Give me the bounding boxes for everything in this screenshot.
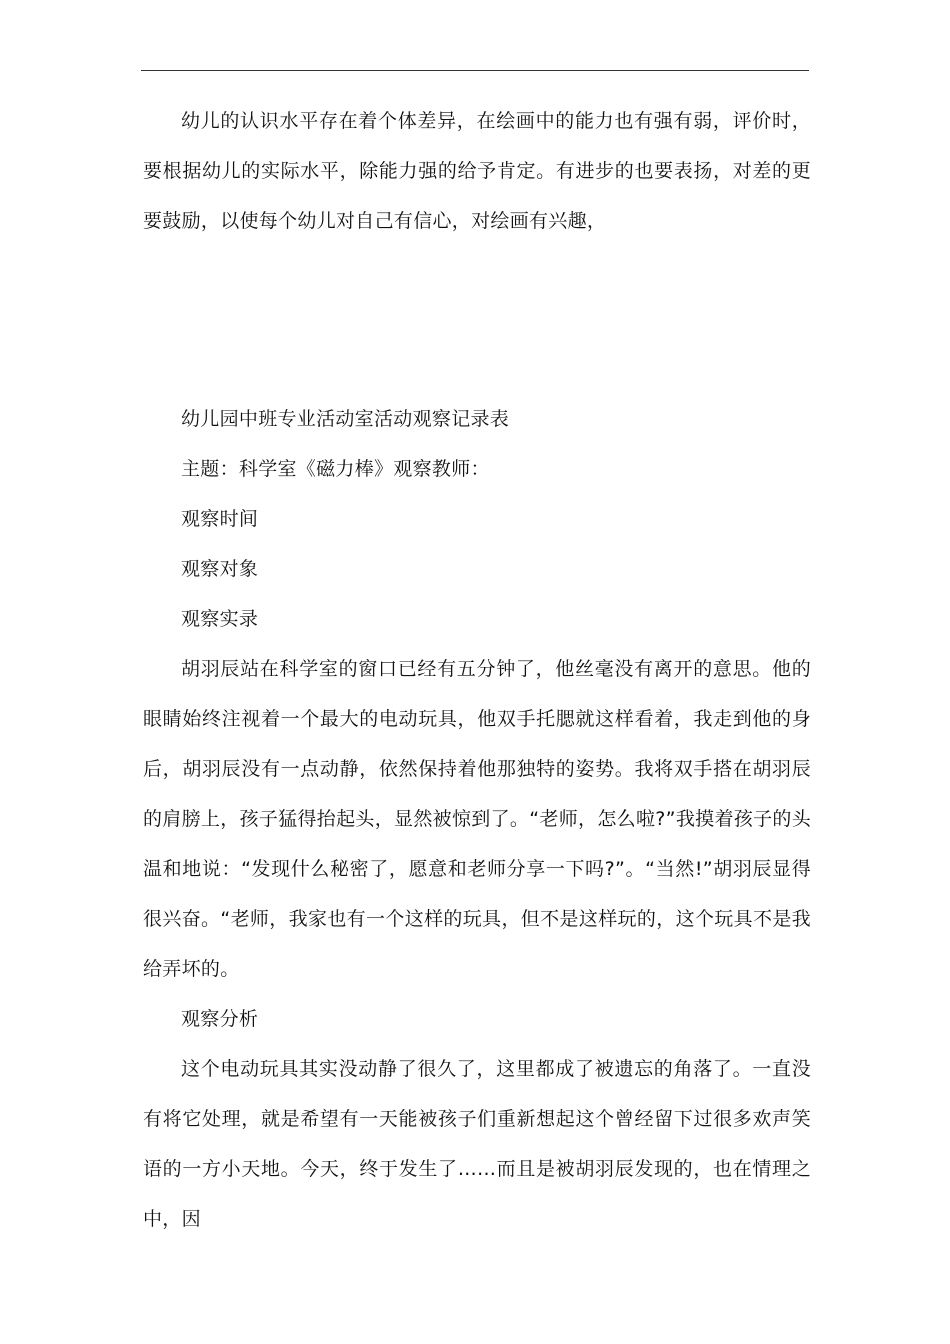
intro-block	[143, 96, 811, 246]
section-analysis-heading: 观察分析	[181, 1008, 259, 1030]
field-observation-time: 观察时间	[181, 508, 259, 530]
topic-line: 主题：科学室《磁力棒》观察教师：	[181, 458, 490, 480]
field-observation-subject: 观察对象	[181, 558, 259, 580]
section-analysis-body: 这个电动玩具其实没动静了很久了，这里都成了被遗忘的角落了。一直没有将它处理，就是希望有一天能被孩子们重新想起这个曾经留下过很多欢声笑语的一方小天地。今天，终于发生了……而且是被胡羽辰发现的，也在情理之中，因	[143, 1058, 811, 1230]
section-record-heading: 观察实录	[181, 608, 259, 630]
header-rule	[141, 70, 809, 71]
section-record-body: 胡羽辰站在科学室的窗口已经有五分钟了，他丝毫没有离开的意思。他的眼睛始终注视着一个最大的电动玩具，他双手托腮就这样看着，我走到他的身后，胡羽辰没有一点动静，依然保持着他那独特的姿势。我将双手搭在胡羽辰的肩膀上，孩子猛得抬起头，显然被惊到了。“老师，怎么啦?”我摸着孩子的头温和地说：“发现什么秘密了，愿意和老师分享一下吗?”。“当然!”胡羽辰显得很兴奋。“老师，我家也有一个这样的玩具，但不是这样玩的，这个玩具不是我给弄坏的。	[143, 658, 811, 980]
observation-record-block	[143, 394, 811, 1244]
intro-paragraph: 幼儿的认识水平存在着个体差异，在绘画中的能力也有强有弱，评价时，要根据幼儿的实际水平，除能力强的给予肯定。有进步的也要表扬，对差的更要鼓励，以使每个幼儿对自己有信心，对绘画有兴趣，	[143, 110, 811, 232]
record-title: 幼儿园中班专业活动室活动观察记录表	[181, 408, 510, 430]
